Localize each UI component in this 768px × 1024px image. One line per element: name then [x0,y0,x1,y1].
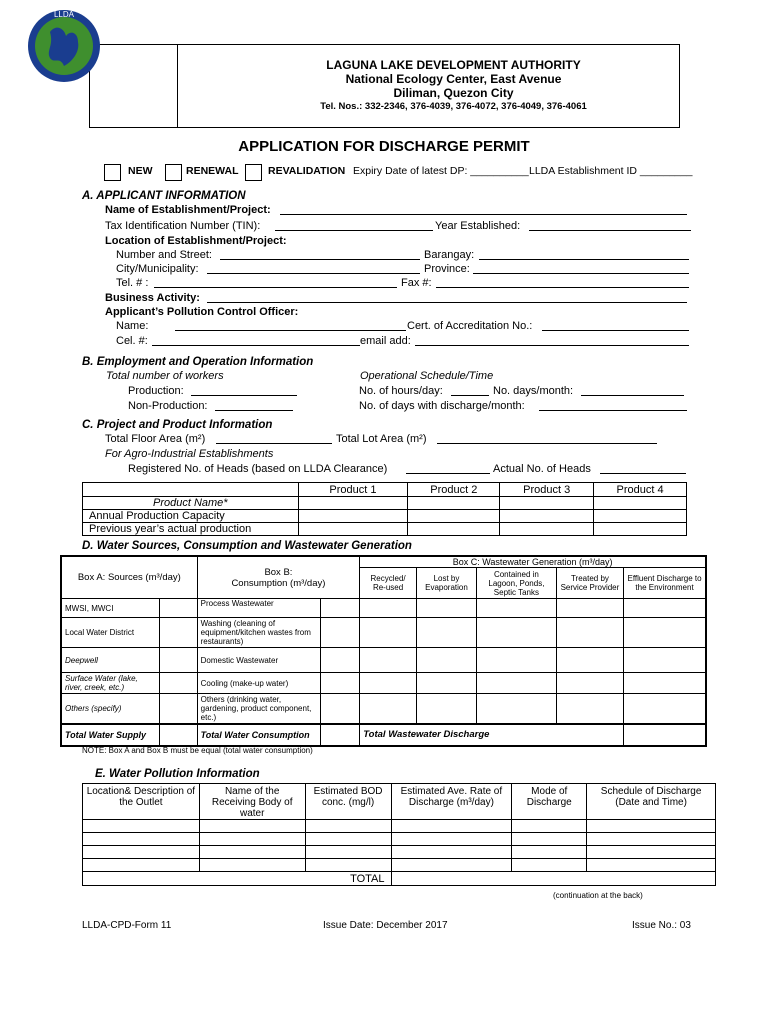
product-cell[interactable] [298,497,408,510]
production-label: Production: [128,385,184,397]
name-field[interactable] [280,205,687,215]
consumption-label: Domestic Wastewater [197,648,320,673]
pollution-cell[interactable] [305,846,391,859]
consumption-value-cell[interactable] [321,599,360,618]
pollution-cell[interactable] [83,833,200,846]
consumption-value-cell[interactable] [321,694,360,724]
section-e-title: E. Water Pollution Information [95,768,260,780]
tin-field[interactable] [275,221,433,231]
tel-field[interactable] [154,278,397,288]
pco-name-label: Name: [116,320,149,332]
province-label: Province: [424,263,470,275]
product-table [82,482,687,536]
fax-field[interactable] [436,278,689,288]
pollution-cell[interactable] [391,833,512,846]
pollution-cell[interactable] [199,846,305,859]
box-b-title: Box B: [264,566,293,578]
box-a-header: Box A: Sources (m³/day) [61,556,197,599]
tin-label: Tax Identification Number (TIN): [105,220,261,232]
product-cell[interactable] [408,510,500,523]
box-b-subtitle: Consumption (m³/day) [231,577,326,589]
total-label: TOTAL [83,872,392,886]
source-value-cell[interactable] [160,618,197,648]
box-c-col: Effluent Discharge to the Environment [624,568,706,599]
establishment-id-field[interactable]: LLDA Establishment ID _________ [529,165,693,177]
wastewater-cell[interactable] [416,694,476,724]
total-supply-cell[interactable] [160,724,197,746]
product-cell[interactable] [500,497,594,510]
source-value-cell[interactable] [160,694,197,724]
source-label: MWSI, MWCI [61,599,160,618]
workers-label: Total number of workers [106,370,224,382]
wastewater-cell[interactable] [556,694,623,724]
pollution-col-header: Mode of Discharge [512,784,587,820]
lot-area-label: Total Lot Area (m²) [336,433,427,445]
product-row-label: Previous year’s actual production [83,523,299,536]
pollution-row [83,820,716,833]
city-field[interactable] [207,264,420,274]
wastewater-cell[interactable] [416,599,476,618]
pollution-cell[interactable] [512,833,587,846]
form-number: LLDA-CPD-Form 11 [82,920,172,931]
llda-logo [20,4,108,84]
equality-note: NOTE: Box A and Box B must be equal (total water consumption) [82,746,313,755]
pollution-total-row [83,872,716,886]
consumption-label: Washing (cleaning of equipment/kitchen wastes from restaurants) [197,618,320,648]
wastewater-cell[interactable] [360,648,417,673]
accreditation-label: Cert. of Accreditation No.: [407,320,533,332]
year-label: Year Established: [435,220,521,232]
product-cell[interactable] [298,523,408,536]
box-c-header: Box C: Wastewater Generation (m³/day) [360,556,706,568]
pollution-cell[interactable] [391,820,512,833]
wastewater-cell[interactable] [556,673,623,694]
consumption-value-cell[interactable] [321,648,360,673]
product-col-header: Product 2 [408,483,500,497]
wastewater-cell[interactable] [360,673,417,694]
section-b-title: B. Employment and Operation Information [82,356,314,368]
pollution-cell[interactable] [305,859,391,872]
new-checkbox[interactable] [104,164,121,181]
street-field[interactable] [220,250,420,260]
pollution-cell[interactable] [83,846,200,859]
total-supply-label: Total Water Supply [61,724,160,746]
discharge-days-label: No. of days with discharge/month: [359,400,525,412]
product-table-corner [83,483,299,497]
issue-date: Issue Date: December 2017 [323,920,448,931]
wastewater-cell[interactable] [624,599,706,618]
total-consumption-label: Total Water Consumption [197,724,320,746]
total-consumption-cell[interactable] [321,724,360,746]
province-field[interactable] [473,264,689,274]
logo-text: LLDA [53,10,75,19]
location-label: Location of Establishment/Project: [105,235,287,247]
name-label: Name of Establishment/Project: [105,204,271,216]
box-c-col: Treated by Service Provider [556,568,623,599]
pollution-col-header: Location& Description of the Outlet [83,784,200,820]
pollution-cell[interactable] [83,820,200,833]
source-label: Others (specify) [61,694,160,724]
product-cell[interactable] [500,523,594,536]
wastewater-cell[interactable] [477,599,557,618]
wastewater-cell[interactable] [477,648,557,673]
actual-heads-field[interactable] [600,464,686,474]
pollution-table [82,783,716,886]
water-table [60,555,707,747]
pollution-col-header: Name of the Receiving Body of water [199,784,305,820]
nonproduction-field[interactable] [215,401,293,411]
form-title: APPLICATION FOR DISCHARGE PERMIT [238,138,530,155]
product-col-header: Product 4 [594,483,687,497]
heads-field[interactable] [406,464,490,474]
nonproduction-label: Non-Production: [128,400,208,412]
pollution-cell[interactable] [587,859,716,872]
business-label: Business Activity: [105,292,200,304]
revalidation-label: REVALIDATION [268,165,346,177]
expiry-date-field[interactable]: Expiry Date of latest DP: __________ [353,165,529,177]
total-discharge-label: Total Wastewater Discharge [360,724,624,746]
org-address-2: Diliman, Quezon City [393,86,514,100]
pollution-cell[interactable] [305,833,391,846]
city-label: City/Municipality: [116,263,199,275]
product-cell[interactable] [408,523,500,536]
product-col-header: Product 1 [298,483,408,497]
section-d-title: D. Water Sources, Consumption and Wastewater Generation [82,540,412,552]
heads-label: Registered No. of Heads (based on LLDA Clearance) [128,463,388,475]
pollution-cell[interactable] [199,833,305,846]
barangay-label: Barangay: [424,249,475,261]
source-label: Deepwell [61,648,160,673]
wastewater-cell[interactable] [416,673,476,694]
product-cell[interactable] [594,523,687,536]
source-value-cell[interactable] [160,599,197,618]
pollution-cell[interactable] [587,833,716,846]
issue-number: Issue No.: 03 [632,920,691,931]
renewal-checkbox[interactable] [165,164,182,181]
wastewater-cell[interactable] [477,618,557,648]
wastewater-cell[interactable] [556,618,623,648]
consumption-label: Cooling (make-up water) [197,673,320,694]
year-field[interactable] [529,221,691,231]
pollution-row [83,833,716,846]
product-cell[interactable] [500,510,594,523]
wastewater-cell[interactable] [624,618,706,648]
product-col-header: Product 3 [500,483,594,497]
pollution-cell[interactable] [587,846,716,859]
box-c-col: Recycled/ Re-used [360,568,417,599]
product-cell[interactable] [298,510,408,523]
consumption-value-cell[interactable] [321,618,360,648]
revalidation-checkbox[interactable] [245,164,262,181]
agro-label: For Agro-Industrial Establishments [105,448,274,460]
product-row-label: Annual Production Capacity [83,510,299,523]
pco-label: Applicant’s Pollution Control Officer: [105,306,299,318]
floor-area-label: Total Floor Area (m²) [105,433,206,445]
pollution-cell[interactable] [512,859,587,872]
pollution-col-header: Estimated Ave. Rate of Discharge (m³/day) [391,784,512,820]
pollution-col-header: Estimated BOD conc. (mg/l) [305,784,391,820]
wastewater-cell[interactable] [556,599,623,618]
cel-field[interactable] [152,336,360,346]
pollution-cell[interactable] [199,820,305,833]
pollution-row [83,859,716,872]
source-label: Surface Water (lake, river, creek, etc.) [61,673,160,694]
pollution-cell[interactable] [83,859,200,872]
box-b-header [197,556,360,599]
renewal-label: RENEWAL [186,165,239,177]
consumption-value-cell[interactable] [321,673,360,694]
source-label: Local Water District [61,618,160,648]
wastewater-cell[interactable] [556,648,623,673]
pollution-cell[interactable] [199,859,305,872]
wastewater-cell[interactable] [416,648,476,673]
pollution-cell[interactable] [305,820,391,833]
accreditation-field[interactable] [542,321,689,331]
wastewater-cell[interactable] [477,673,557,694]
section-c-title: C. Project and Product Information [82,419,273,431]
source-value-cell[interactable] [160,673,197,694]
tel-label: Tel. # : [116,277,149,289]
wastewater-cell[interactable] [360,618,417,648]
floor-area-field[interactable] [216,434,332,444]
org-address-1: National Ecology Center, East Avenue [345,72,562,86]
pollution-cell[interactable] [512,820,587,833]
email-field[interactable] [415,336,689,346]
pollution-col-header: Schedule of Discharge (Date and Time) [587,784,716,820]
source-value-cell[interactable] [160,648,197,673]
schedule-label: Operational Schedule/Time [360,370,494,382]
street-label: Number and Street: [116,249,212,261]
product-cell[interactable] [594,497,687,510]
hours-label: No. of hours/day: [359,385,443,397]
org-name: LAGUNA LAKE DEVELOPMENT AUTHORITY [326,58,581,72]
wastewater-cell[interactable] [416,618,476,648]
business-field[interactable] [207,293,687,303]
wastewater-cell[interactable] [624,648,706,673]
pollution-row [83,846,716,859]
consumption-label: Process Wastewater [197,599,320,618]
total-value-cell[interactable] [391,872,716,886]
hours-field[interactable] [451,386,489,396]
pollution-cell[interactable] [391,859,512,872]
pollution-cell[interactable] [587,820,716,833]
org-tel: Tel. Nos.: 332-2346, 376-4039, 376-4072, 376-4049, 376-4061 [320,101,587,112]
wastewater-cell[interactable] [624,673,706,694]
email-label: email add: [360,335,411,347]
new-label: NEW [128,165,153,177]
pco-name-field[interactable] [175,321,406,331]
discharge-days-field[interactable] [539,401,687,411]
cel-label: Cel. #: [116,335,148,347]
continuation-note: (continuation at the back) [553,891,643,900]
days-field[interactable] [581,386,684,396]
lot-area-field[interactable] [437,434,657,444]
actual-heads-label: Actual No. of Heads [493,463,591,475]
production-field[interactable] [191,386,297,396]
wastewater-cell[interactable] [477,694,557,724]
product-row-label: Product Name* [83,497,299,510]
fax-label: Fax #: [401,277,432,289]
wastewater-cell[interactable] [624,694,706,724]
box-c-col: Lost by Evaporation [416,568,476,599]
pollution-cell[interactable] [391,846,512,859]
days-label: No. days/month: [493,385,574,397]
section-a-title: A. APPLICANT INFORMATION [82,190,246,202]
product-cell[interactable] [408,497,500,510]
wastewater-cell[interactable] [360,694,417,724]
barangay-field[interactable] [479,250,689,260]
product-cell[interactable] [594,510,687,523]
consumption-label: Others (drinking water, gardening, product component, etc.) [197,694,320,724]
wastewater-cell[interactable] [360,599,417,618]
box-c-col: Contained in Lagoon, Ponds, Septic Tanks [477,568,557,599]
total-discharge-cell[interactable] [624,724,706,746]
pollution-cell[interactable] [512,846,587,859]
